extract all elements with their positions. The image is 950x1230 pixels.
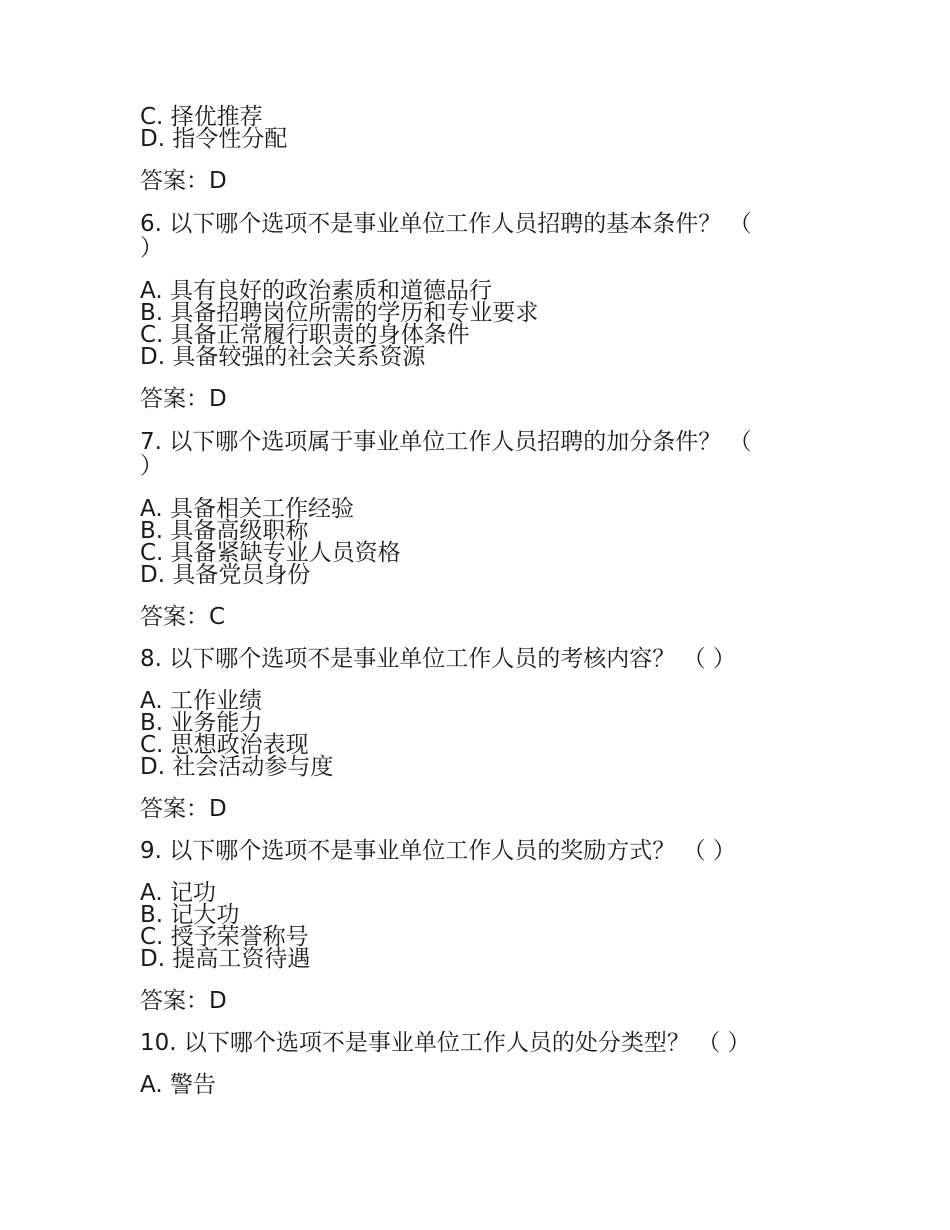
question-10-options — [140, 1074, 820, 1096]
option-b: B. 业务能力 — [140, 710, 263, 736]
answer-line: 答案：D — [140, 168, 227, 194]
option-b: B. 具备高级职称 — [140, 518, 309, 544]
option-c: C. 授予荣誉称号 — [140, 924, 309, 950]
answer-line: 答案：C — [140, 604, 226, 630]
option-a: A. 工作业绩 — [140, 688, 262, 714]
option-d: D. 具备党员身份 — [140, 562, 311, 588]
option-a: A. 记功 — [140, 880, 216, 906]
answer-line: 答案：D — [140, 796, 227, 822]
option-b: B. 记大功 — [140, 902, 240, 928]
question-6-text: 6. 以下哪个选项不是事业单位工作人员招聘的基本条件？ （ ） — [140, 211, 752, 261]
option-c: C. 具备正常履行职责的身体条件 — [140, 322, 470, 348]
answer-line: 答案：D — [140, 988, 227, 1014]
question-6-options — [140, 280, 820, 368]
prev-question-options — [140, 106, 820, 150]
option-a: A. 具有良好的政治素质和道德品行 — [140, 278, 492, 304]
option-d: D. 指令性分配 — [140, 126, 288, 152]
question-10-text: 10. 以下哪个选项不是事业单位工作人员的处分类型？ （ ） — [140, 1030, 751, 1056]
question-8-text: 8. 以下哪个选项不是事业单位工作人员的考核内容？ （ ） — [140, 646, 736, 672]
question-9-options — [140, 882, 820, 970]
document-page — [140, 106, 820, 1096]
option-d: D. 具备较强的社会关系资源 — [140, 344, 426, 370]
option-c: C. 具备紧缺专业人员资格 — [140, 540, 401, 566]
option-d: D. 社会活动参与度 — [140, 754, 334, 780]
option-d: D. 提高工资待遇 — [140, 946, 311, 972]
question-7-options — [140, 498, 820, 586]
option-a: A. 警告 — [140, 1072, 216, 1098]
question-7-text: 7. 以下哪个选项属于事业单位工作人员招聘的加分条件？ （ ） — [140, 429, 752, 479]
answer-line: 答案：D — [140, 386, 227, 412]
option-a: A. 具备相关工作经验 — [140, 496, 354, 522]
option-c: C. 择优推荐 — [140, 104, 263, 130]
question-9-text: 9. 以下哪个选项不是事业单位工作人员的奖励方式？ （ ） — [140, 838, 736, 864]
question-8-options — [140, 690, 820, 778]
option-c: C. 思想政治表现 — [140, 732, 309, 758]
option-b: B. 具备招聘岗位所需的学历和专业要求 — [140, 300, 539, 326]
